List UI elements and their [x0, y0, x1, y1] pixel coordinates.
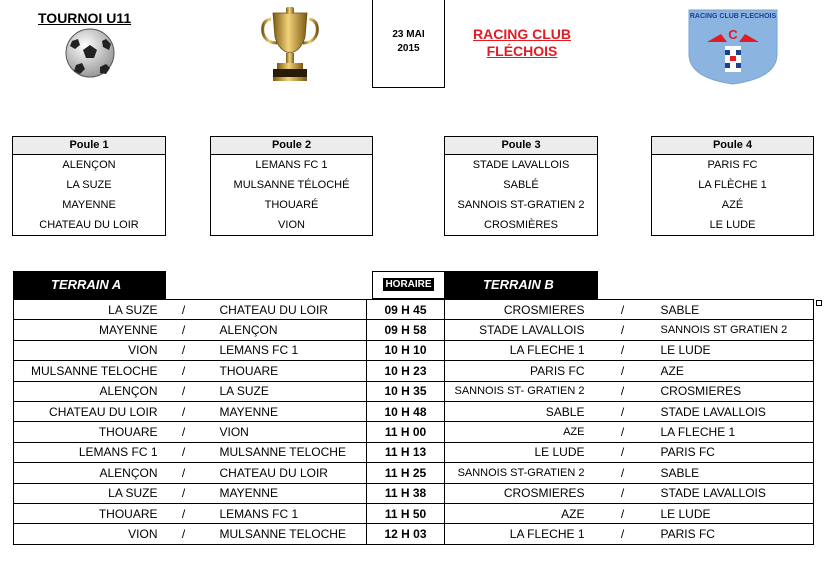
match-time: 11 H 00	[367, 422, 445, 442]
trophy-icon	[257, 7, 323, 85]
table-row	[14, 524, 814, 544]
table-row	[14, 361, 814, 381]
table-row	[14, 442, 814, 462]
match-time: 12 H 03	[367, 524, 445, 544]
match-time: 10 H 23	[367, 361, 445, 381]
separator: /	[589, 463, 657, 483]
cell-marker	[816, 300, 822, 306]
table-row	[14, 300, 814, 320]
schedule-table	[13, 299, 814, 545]
team-b-home: LE LUDE	[445, 442, 589, 462]
separator: /	[164, 503, 204, 523]
poule-team: LA FLÈCHE 1	[698, 179, 767, 191]
team-b-away: SANNOIS ST GRATIEN 2	[657, 320, 814, 340]
match-time: 10 H 48	[367, 401, 445, 421]
match-time: 11 H 13	[367, 442, 445, 462]
team-a-away: LEMANS FC 1	[204, 503, 367, 523]
team-b-away: STADE LAVALLOIS	[657, 483, 814, 503]
separator: /	[164, 320, 204, 340]
date-year: 2015	[397, 43, 420, 54]
team-a-home: MULSANNE TELOCHE	[14, 361, 164, 381]
tournament-title: TOURNOI U11	[38, 10, 132, 26]
team-b-away: AZE	[657, 361, 814, 381]
team-b-home: CROSMIERES	[445, 300, 589, 320]
match-time: 10 H 35	[367, 381, 445, 401]
table-row	[14, 483, 814, 503]
team-a-away: MAYENNE	[204, 483, 367, 503]
club-name-line2: FLÉCHOIS	[486, 43, 558, 59]
team-a-home: VION	[14, 524, 164, 544]
table-row	[14, 320, 814, 340]
poule-2-box	[210, 136, 373, 236]
separator: /	[164, 300, 204, 320]
poule-team: CROSMIÈRES	[484, 219, 558, 231]
match-time: 11 H 38	[367, 483, 445, 503]
match-time: 09 H 45	[367, 300, 445, 320]
team-b-home: LA FLECHE 1	[445, 524, 589, 544]
team-b-home: CROSMIERES	[445, 483, 589, 503]
team-a-away: MULSANNE TELOCHE	[204, 524, 367, 544]
poule-header: Poule 2	[211, 137, 372, 155]
terrain-a-header: TERRAIN A	[13, 271, 166, 299]
team-b-away: PARIS FC	[657, 442, 814, 462]
team-a-away: CHATEAU DU LOIR	[204, 300, 367, 320]
separator: /	[589, 442, 657, 462]
team-b-away: SABLE	[657, 463, 814, 483]
team-b-home: STADE LAVALLOIS	[445, 320, 589, 340]
separator: /	[164, 483, 204, 503]
poule-team: SANNOIS ST-GRATIEN 2	[457, 199, 585, 211]
logo-text: RACING CLUB FLECHOIS	[689, 13, 777, 20]
poule-team: AZÉ	[721, 199, 744, 211]
separator: /	[589, 524, 657, 544]
match-time: 11 H 50	[367, 503, 445, 523]
separator: /	[589, 503, 657, 523]
separator: /	[589, 381, 657, 401]
team-b-home: AZE	[445, 503, 589, 523]
date-day-month: 23 MAI	[392, 29, 425, 40]
horaire-header	[372, 271, 445, 299]
team-a-away: VION	[204, 422, 367, 442]
team-a-away: LA SUZE	[204, 381, 367, 401]
team-a-home: VION	[14, 340, 164, 360]
table-row	[14, 381, 814, 401]
team-b-home: PARIS FC	[445, 361, 589, 381]
team-b-away: CROSMIERES	[657, 381, 814, 401]
poule-team: SABLÉ	[503, 179, 539, 191]
team-a-away: ALENÇON	[204, 320, 367, 340]
team-b-home: LA FLECHE 1	[445, 340, 589, 360]
poule-team: VION	[278, 219, 305, 231]
separator: /	[164, 381, 204, 401]
club-name-line1: RACING CLUB	[473, 26, 571, 42]
poule-header: Poule 3	[445, 137, 597, 155]
poule-team: PARIS FC	[707, 159, 758, 171]
club-name	[462, 26, 582, 60]
horaire-label: HORAIRE	[385, 279, 432, 290]
club-logo	[687, 8, 779, 86]
team-a-away: LEMANS FC 1	[204, 340, 367, 360]
poule-3-box	[444, 136, 598, 236]
poule-team: MAYENNE	[62, 199, 116, 211]
team-a-home: LEMANS FC 1	[14, 442, 164, 462]
team-b-home: AZE	[445, 422, 589, 442]
separator: /	[164, 422, 204, 442]
soccer-ball-icon	[64, 27, 116, 79]
separator: /	[589, 483, 657, 503]
team-b-away: PARIS FC	[657, 524, 814, 544]
team-b-away: SABLE	[657, 300, 814, 320]
team-a-home: THOUARE	[14, 503, 164, 523]
team-a-home: MAYENNE	[14, 320, 164, 340]
poule-team: LEMANS FC 1	[255, 159, 328, 171]
team-a-home: THOUARE	[14, 422, 164, 442]
match-time: 11 H 25	[367, 463, 445, 483]
team-a-home: LA SUZE	[14, 483, 164, 503]
separator: /	[164, 401, 204, 421]
team-b-home: SANNOIS ST-GRATIEN 2	[445, 463, 589, 483]
team-b-away: LE LUDE	[657, 503, 814, 523]
team-b-home: SANNOIS ST- GRATIEN 2	[445, 381, 589, 401]
poule-team: ALENÇON	[62, 159, 116, 171]
poule-header: Poule 1	[13, 137, 165, 155]
separator: /	[589, 401, 657, 421]
poule-team: CHATEAU DU LOIR	[39, 219, 139, 231]
team-a-home: ALENÇON	[14, 381, 164, 401]
team-a-away: THOUARE	[204, 361, 367, 381]
team-a-home: CHATEAU DU LOIR	[14, 401, 164, 421]
team-b-home: SABLE	[445, 401, 589, 421]
separator: /	[589, 340, 657, 360]
table-row	[14, 463, 814, 483]
poule-team: THOUARÉ	[264, 199, 319, 211]
table-row	[14, 401, 814, 421]
team-a-home: ALENÇON	[14, 463, 164, 483]
team-a-away: MAYENNE	[204, 401, 367, 421]
poule-team: LA SUZE	[66, 179, 112, 191]
table-row	[14, 422, 814, 442]
separator: /	[589, 361, 657, 381]
poule-team: LE LUDE	[709, 219, 756, 231]
date-box	[372, 0, 445, 88]
separator: /	[164, 442, 204, 462]
poule-4-box	[651, 136, 814, 236]
match-time: 10 H 10	[367, 340, 445, 360]
poule-1-box	[12, 136, 166, 236]
separator: /	[589, 320, 657, 340]
team-a-home: LA SUZE	[14, 300, 164, 320]
terrain-b-header: TERRAIN B	[445, 271, 598, 299]
separator: /	[164, 361, 204, 381]
separator: /	[164, 524, 204, 544]
team-b-away: STADE LAVALLOIS	[657, 401, 814, 421]
team-a-away: CHATEAU DU LOIR	[204, 463, 367, 483]
team-b-away: LA FLECHE 1	[657, 422, 814, 442]
poule-team: STADE LAVALLOIS	[472, 159, 570, 171]
separator: /	[589, 300, 657, 320]
poule-header: Poule 4	[652, 137, 813, 155]
separator: /	[164, 463, 204, 483]
logo-letter: C	[728, 27, 738, 42]
table-row	[14, 503, 814, 523]
table-row	[14, 340, 814, 360]
separator: /	[589, 422, 657, 442]
team-a-away: MULSANNE TELOCHE	[204, 442, 367, 462]
match-time: 09 H 58	[367, 320, 445, 340]
separator: /	[164, 340, 204, 360]
poule-team: MULSANNE TÉLOCHÉ	[233, 179, 350, 191]
team-b-away: LE LUDE	[657, 340, 814, 360]
